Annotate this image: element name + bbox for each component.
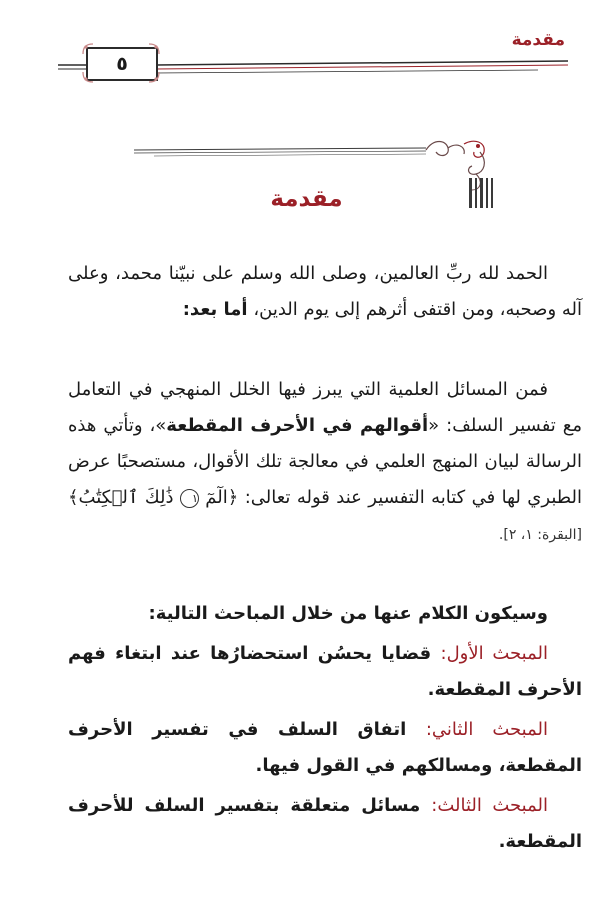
verse-citation: [البقرة: ١، ٢].	[498, 527, 582, 543]
outline-item-text: مسائل متعلقة بتفسير السلف للأحرف المقطعة.	[68, 795, 582, 852]
outline-item-1	[68, 636, 582, 708]
paragraph-text: وسيكون الكلام عنها من خلال المباحث التالية:	[148, 603, 548, 624]
corner-ornament-icon	[148, 43, 160, 55]
paragraph-outline-intro	[68, 596, 582, 632]
paragraph-text: »، وتأتي هذه الرسالة لبيان المنهج العلمي في معالجة تلك الأقوال، مستصحبًا عرض الطبري لها في كتابه التفسير عند قوله تعالى: ﴿الٓمٓ	[68, 415, 582, 508]
quoted-title: أقوالهم في الأحرف المقطعة	[166, 415, 429, 436]
outline-item-text: قضايا يحسُن استحضارُها عند ابتغاء فهم الأحرف المقطعة.	[68, 643, 582, 700]
outline-item-text: اتفاق السلف في تفسير الأحرف المقطعة، ومسالكهم في القول فيها.	[68, 719, 582, 776]
ayah-number-marker: ١	[180, 489, 199, 508]
outline-item-3	[68, 788, 582, 860]
outline-item-label: المبحث الأول:	[440, 643, 548, 664]
paragraph-main	[68, 372, 582, 553]
corner-ornament-icon	[82, 43, 94, 55]
page-number: ٥	[86, 47, 158, 81]
paragraph-text: الحمد لله ربِّ العالمين، وصلى الله وسلم على نبيّنا محمد، وعلى آله وصحبه، ومن اقتفى أثرهم إلى يوم الدين،	[68, 263, 582, 320]
outline-item-label: المبحث الثاني:	[425, 719, 548, 740]
section-title: مقدمة	[270, 186, 343, 212]
outline-item-label: المبحث الثالث:	[431, 795, 548, 816]
quran-verse: ذَٰلِكَ ٱلۡكِتَٰبُ﴾	[68, 487, 180, 508]
corner-ornament-icon	[148, 71, 160, 83]
corner-ornament-icon	[82, 71, 94, 83]
paragraph-bold-tail: أما بعد:	[182, 299, 248, 320]
paragraph-text: فمن المسائل العلمية التي يبرز فيها الخلل المنهجي في التعامل مع تفسير السلف: «	[68, 379, 582, 436]
paragraph-intro	[68, 256, 582, 328]
outline-item-2	[68, 712, 582, 784]
running-title: مقدمة	[511, 30, 565, 50]
